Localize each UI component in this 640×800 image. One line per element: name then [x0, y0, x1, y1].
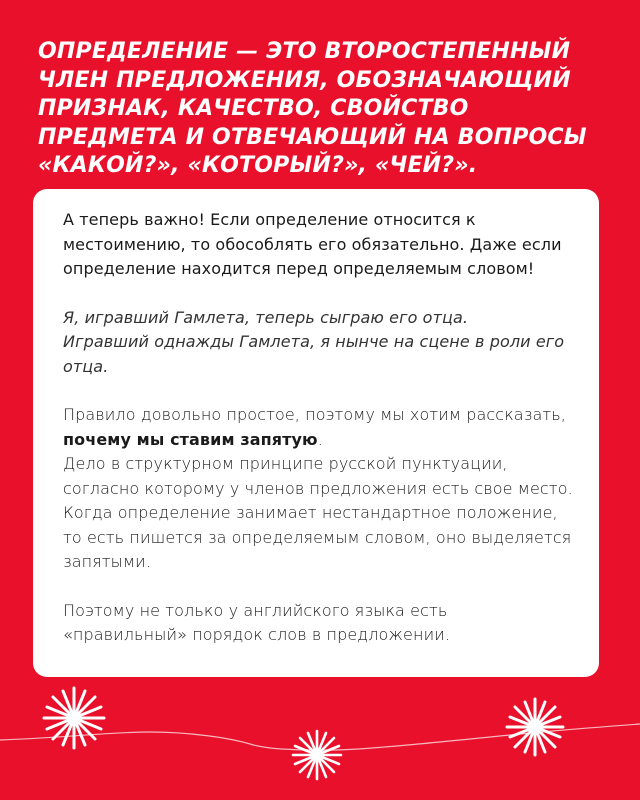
star-burst-icon	[44, 688, 104, 748]
example-paragraph	[63, 306, 573, 380]
rule-period: .	[317, 429, 323, 449]
star-burst-icon	[293, 731, 341, 779]
headline: ОПРЕДЕЛЕНИЕ — ЭТО ВТОРОСТЕПЕННЫЙ ЧЛЕН ПРЕДЛОЖЕНИЯ, ОБОЗНАЧАЮЩИЙ ПРИЗНАК, КАЧЕСТВО, СВОЙСТВО ПРЕДМЕТА И ОТВЕЧАЮЩИЙ НА ВОПРОСЫ «КАКОЙ?», «КОТОРЫЙ?», «ЧЕЙ?».	[38, 39, 587, 178]
example-line-1: Я, игравший Гамлета, теперь сыграю его отца.	[63, 307, 469, 327]
rule-paragraph	[63, 403, 573, 575]
important-paragraph: А теперь важно! Если определение относится к местоимению, то обособлять его обязательно. Даже если определение находится перед определяемым словом!	[63, 210, 562, 278]
star-burst-icon	[507, 699, 563, 755]
content-card	[33, 189, 599, 677]
example-line-2: Игравший однажды Гамлета, я нынче на сцене в роли его отца.	[63, 332, 565, 376]
decoration	[0, 680, 640, 800]
rule-explanation: Дело в структурном принципе русской пунктуации, согласно которому у членов предложения есть свое место. Когда определение занимает нестандартное положение, то есть пишется за определяемым словом, оно выделяется запятыми.	[63, 454, 573, 571]
rule-text: Правило довольно простое, поэтому мы хотим рассказать,	[63, 405, 566, 424]
rule-bold-text: почему мы ставим запятую	[63, 429, 318, 449]
conclusion-paragraph: Поэтому не только у английского языка есть «правильный» порядок слов в предложении.	[63, 600, 451, 644]
